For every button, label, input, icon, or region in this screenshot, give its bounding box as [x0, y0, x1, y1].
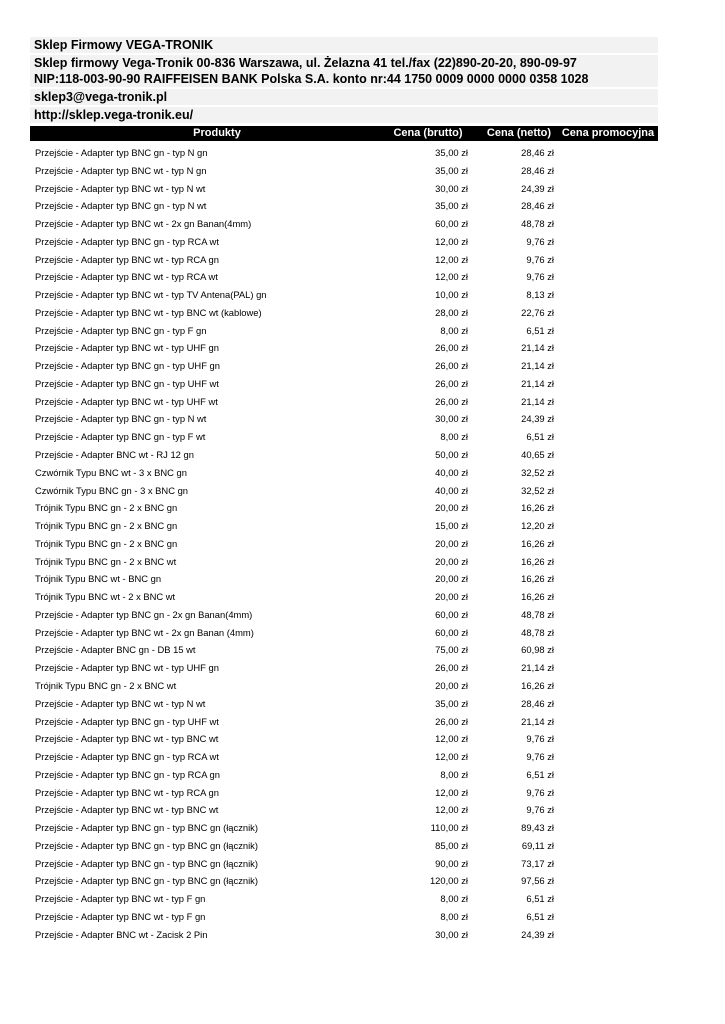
column-price-gross: Cena (brutto) — [393, 127, 463, 139]
table-row — [30, 570, 658, 588]
product-name: Przejście - Adapter typ BNC wt - typ N wt — [35, 697, 206, 709]
product-name: Przejście - Adapter typ BNC wt - typ F gn — [35, 910, 206, 922]
price-net: 21,14 zł — [521, 342, 554, 354]
price-net: 28,46 zł — [521, 164, 554, 176]
product-name: Trójnik Typu BNC wt - 2 x BNC wt — [35, 591, 176, 603]
price-gross: 8,00 zł — [440, 768, 468, 780]
price-net: 32,52 zł — [521, 484, 554, 496]
price-gross: 60,00 zł — [435, 626, 468, 638]
column-products: Produkty — [193, 127, 241, 139]
price-gross: 50,00 zł — [435, 449, 468, 461]
address-line-1: Sklep firmowy Vega-Tronik 00-836 Warszawa, ul. Żelazna 41 tel./fax (22)890-20-20, 890-09-97 — [34, 56, 577, 70]
price-net: 16,26 zł — [521, 502, 554, 514]
product-name: Trójnik Typu BNC gn - 2 x BNC gn — [35, 502, 178, 514]
price-gross: 10,00 zł — [435, 289, 468, 301]
price-net: 9,76 zł — [526, 804, 554, 816]
table-row — [30, 837, 658, 855]
price-net: 8,13 zł — [526, 289, 554, 301]
price-net: 9,76 zł — [526, 235, 554, 247]
price-gross: 26,00 zł — [435, 395, 468, 407]
price-gross: 75,00 zł — [435, 644, 468, 656]
product-name: Trójnik Typu BNC wt - BNC gn — [35, 573, 162, 585]
product-name: Trójnik Typu BNC gn - 2 x BNC gn — [35, 520, 178, 532]
price-net: 28,46 zł — [521, 697, 554, 709]
table-row — [30, 339, 658, 357]
table-row — [30, 517, 658, 535]
table-row — [30, 641, 658, 659]
price-net: 28,46 zł — [521, 147, 554, 158]
price-gross: 40,00 zł — [435, 484, 468, 496]
price-table-body — [30, 144, 658, 943]
price-gross: 12,00 zł — [435, 751, 468, 763]
price-gross: 20,00 zł — [435, 537, 468, 549]
price-gross: 12,00 zł — [435, 271, 468, 283]
product-name: Przejście - Adapter BNC gn - DB 15 wt — [35, 644, 196, 656]
product-name: Przejście - Adapter typ BNC wt - typ BNC wt — [35, 733, 219, 745]
price-net: 48,78 zł — [521, 218, 554, 230]
table-row — [30, 606, 658, 624]
price-gross: 35,00 zł — [435, 164, 468, 176]
product-name: Przejście - Adapter typ BNC wt - typ TV Antena(PAL) gn — [35, 289, 267, 301]
product-name: Przejście - Adapter typ BNC gn - typ F gn — [35, 324, 207, 336]
product-name: Przejście - Adapter typ BNC gn - typ BNC gn (łącznik) — [35, 839, 258, 851]
table-row — [30, 926, 658, 944]
price-net: 24,39 zł — [521, 928, 554, 940]
price-net: 21,14 zł — [521, 715, 554, 727]
product-name: Przejście - Adapter typ BNC gn - typ N wt — [35, 413, 207, 425]
product-name: Trójnik Typu BNC gn - 2 x BNC wt — [35, 555, 177, 567]
price-net: 6,51 zł — [526, 893, 554, 905]
table-row — [30, 872, 658, 890]
price-net: 22,76 zł — [521, 306, 554, 318]
price-gross: 60,00 zł — [435, 218, 468, 230]
shop-address — [30, 55, 658, 87]
table-row — [30, 482, 658, 500]
price-gross: 35,00 zł — [435, 697, 468, 709]
column-price-net: Cena (netto) — [486, 127, 552, 139]
price-gross: 20,00 zł — [435, 555, 468, 567]
product-name: Przejście - Adapter typ BNC gn - typ UHF gn — [35, 360, 220, 372]
price-net: 12,20 zł — [521, 520, 554, 532]
table-row — [30, 713, 658, 731]
price-net: 6,51 zł — [526, 431, 554, 443]
table-row — [30, 144, 658, 162]
price-net: 9,76 zł — [526, 271, 554, 283]
table-row — [30, 197, 658, 215]
table-row — [30, 677, 658, 695]
table-row — [30, 251, 658, 269]
product-name: Przejście - Adapter typ BNC gn - typ BNC gn (łącznik) — [35, 857, 258, 869]
table-row — [30, 375, 658, 393]
product-name: Przejście - Adapter typ BNC wt - typ RCA gn — [35, 786, 219, 798]
price-net: 40,65 zł — [521, 449, 554, 461]
price-gross: 12,00 zł — [435, 235, 468, 247]
table-row — [30, 233, 658, 251]
table-row — [30, 446, 658, 464]
product-name: Przejście - Adapter typ BNC wt - typ N gn — [35, 164, 207, 176]
price-gross: 8,00 zł — [440, 893, 468, 905]
website-link[interactable]: http://sklep.vega-tronik.eu/ — [34, 108, 194, 122]
product-name: Przejście - Adapter typ BNC wt - typ UHF wt — [35, 395, 218, 407]
price-gross: 60,00 zł — [435, 608, 468, 620]
product-name: Przejście - Adapter typ BNC wt - typ BNC wt (kablowe) — [35, 306, 262, 318]
table-row — [30, 659, 658, 677]
shop-website[interactable] — [30, 107, 658, 123]
price-gross: 85,00 zł — [435, 839, 468, 851]
product-name: Przejście - Adapter typ BNC gn - 2x gn Banan(4mm) — [35, 608, 253, 620]
table-row — [30, 766, 658, 784]
price-gross: 8,00 zł — [440, 324, 468, 336]
price-gross: 26,00 zł — [435, 377, 468, 389]
price-gross: 90,00 zł — [435, 857, 468, 869]
price-net: 21,14 zł — [521, 377, 554, 389]
price-gross: 120,00 zł — [429, 875, 468, 887]
price-gross: 35,00 zł — [435, 147, 468, 158]
table-row — [30, 535, 658, 553]
product-name: Przejście - Adapter typ BNC wt - typ RCA gn — [35, 253, 219, 265]
table-row — [30, 268, 658, 286]
price-net: 21,14 zł — [521, 360, 554, 372]
column-promo-price: Cena promocyjna — [561, 127, 655, 139]
table-row — [30, 162, 658, 180]
product-name: Przejście - Adapter typ BNC wt - 2x gn Banan(4mm) — [35, 218, 252, 230]
table-row — [30, 428, 658, 446]
price-net: 9,76 zł — [526, 733, 554, 745]
price-net: 9,76 zł — [526, 253, 554, 265]
product-name: Czwórnik Typu BNC wt - 3 x BNC gn — [35, 466, 187, 478]
table-row — [30, 908, 658, 926]
table-row — [30, 410, 658, 428]
price-net: 21,14 zł — [521, 395, 554, 407]
product-name: Przejście - Adapter typ BNC gn - typ UHF wt — [35, 377, 219, 389]
price-gross: 8,00 zł — [440, 431, 468, 443]
address-line-2: NIP:118-003-90-90 RAIFFEISEN BANK Polska S.A. konto nr:44 1750 0009 0000 0000 0358 1028 — [34, 72, 589, 86]
product-name: Przejście - Adapter typ BNC wt - typ N wt — [35, 182, 206, 194]
table-row — [30, 855, 658, 873]
price-net: 69,11 zł — [521, 839, 554, 851]
price-gross: 30,00 zł — [435, 928, 468, 940]
price-gross: 30,00 zł — [435, 182, 468, 194]
product-name: Przejście - Adapter typ BNC wt - typ UHF gn — [35, 342, 219, 354]
table-row — [30, 286, 658, 304]
table-row — [30, 180, 658, 198]
price-net: 16,26 zł — [521, 537, 554, 549]
product-name: Przejście - Adapter typ BNC wt - typ RCA wt — [35, 271, 218, 283]
product-name: Przejście - Adapter typ BNC gn - typ BNC gn (łącznik) — [35, 875, 258, 887]
table-row — [30, 393, 658, 411]
product-name: Przejście - Adapter typ BNC gn - typ N wt — [35, 200, 207, 212]
price-net: 6,51 zł — [526, 910, 554, 922]
product-name: Przejście - Adapter typ BNC wt - typ BNC wt — [35, 804, 219, 816]
price-gross: 20,00 zł — [435, 591, 468, 603]
product-name: Czwórnik Typu BNC gn - 3 x BNC gn — [35, 484, 189, 496]
price-net: 48,78 zł — [521, 626, 554, 638]
product-name: Trójnik Typu BNC gn - 2 x BNC wt — [35, 679, 177, 691]
price-net: 73,17 zł — [521, 857, 554, 869]
product-name: Przejście - Adapter typ BNC gn - typ RCA wt — [35, 235, 219, 247]
price-gross: 35,00 zł — [435, 200, 468, 212]
price-net: 28,46 zł — [521, 200, 554, 212]
price-gross: 12,00 zł — [435, 804, 468, 816]
table-row — [30, 801, 658, 819]
price-net: 89,43 zł — [521, 822, 554, 834]
table-row — [30, 588, 658, 606]
product-name: Przejście - Adapter typ BNC gn - typ UHF wt — [35, 715, 219, 727]
product-name: Przejście - Adapter typ BNC wt - typ UHF gn — [35, 662, 219, 674]
price-net: 48,78 zł — [521, 608, 554, 620]
table-row — [30, 695, 658, 713]
price-gross: 30,00 zł — [435, 413, 468, 425]
price-net: 16,26 zł — [521, 573, 554, 585]
price-net: 6,51 zł — [526, 324, 554, 336]
table-row — [30, 553, 658, 571]
table-row — [30, 784, 658, 802]
table-row — [30, 464, 658, 482]
price-net: 24,39 zł — [521, 413, 554, 425]
table-row — [30, 304, 658, 322]
price-gross: 26,00 zł — [435, 360, 468, 372]
price-gross: 28,00 zł — [435, 306, 468, 318]
table-row — [30, 748, 658, 766]
price-net: 9,76 zł — [526, 786, 554, 798]
product-name: Przejście - Adapter BNC wt - Zacisk 2 Pin — [35, 928, 208, 940]
product-name: Przejście - Adapter typ BNC gn - typ N gn — [35, 147, 208, 158]
table-row — [30, 819, 658, 837]
price-net: 16,26 zł — [521, 591, 554, 603]
price-net: 6,51 zł — [526, 768, 554, 780]
product-name: Przejście - Adapter typ BNC gn - typ RCA wt — [35, 751, 219, 763]
product-name: Przejście - Adapter typ BNC wt - 2x gn Banan (4mm) — [35, 626, 254, 638]
price-net: 60,98 zł — [521, 644, 554, 656]
price-gross: 110,00 zł — [430, 822, 468, 834]
price-net: 21,14 zł — [521, 662, 554, 674]
product-name: Przejście - Adapter typ BNC gn - typ RCA gn — [35, 768, 220, 780]
price-net: 24,39 zł — [521, 182, 554, 194]
table-row — [30, 499, 658, 517]
price-gross: 26,00 zł — [435, 342, 468, 354]
table-row — [30, 890, 658, 908]
table-row — [30, 322, 658, 340]
price-gross: 12,00 zł — [435, 786, 468, 798]
email-link[interactable]: sklep3@vega-tronik.pl — [34, 90, 168, 104]
product-name: Przejście - Adapter BNC wt - RJ 12 gn — [35, 449, 194, 461]
price-gross: 26,00 zł — [435, 715, 468, 727]
price-net: 97,56 zł — [521, 875, 554, 887]
product-name: Przejście - Adapter typ BNC gn - typ BNC gn (łącznik) — [35, 822, 258, 834]
table-row — [30, 730, 658, 748]
product-name: Przejście - Adapter typ BNC gn - typ F wt — [35, 431, 206, 443]
shop-title: Sklep Firmowy VEGA-TRONIK — [30, 37, 658, 53]
price-net: 32,52 zł — [521, 466, 554, 478]
product-name: Trójnik Typu BNC gn - 2 x BNC gn — [35, 537, 178, 549]
price-gross: 40,00 zł — [435, 466, 468, 478]
price-net: 16,26 zł — [521, 555, 554, 567]
table-row — [30, 357, 658, 375]
price-gross: 8,00 zł — [440, 910, 468, 922]
price-gross: 20,00 zł — [435, 502, 468, 514]
price-gross: 12,00 zł — [435, 253, 468, 265]
price-net: 16,26 zł — [521, 679, 554, 691]
price-net: 9,76 zł — [526, 751, 554, 763]
price-gross: 20,00 zł — [435, 679, 468, 691]
product-name: Przejście - Adapter typ BNC wt - typ F gn — [35, 893, 206, 905]
price-gross: 12,00 zł — [435, 733, 468, 745]
table-row — [30, 215, 658, 233]
shop-email[interactable] — [30, 89, 658, 105]
price-gross: 15,00 zł — [435, 520, 468, 532]
price-gross: 26,00 zł — [435, 662, 468, 674]
price-table-header — [30, 126, 658, 141]
table-row — [30, 624, 658, 642]
price-gross: 20,00 zł — [435, 573, 468, 585]
